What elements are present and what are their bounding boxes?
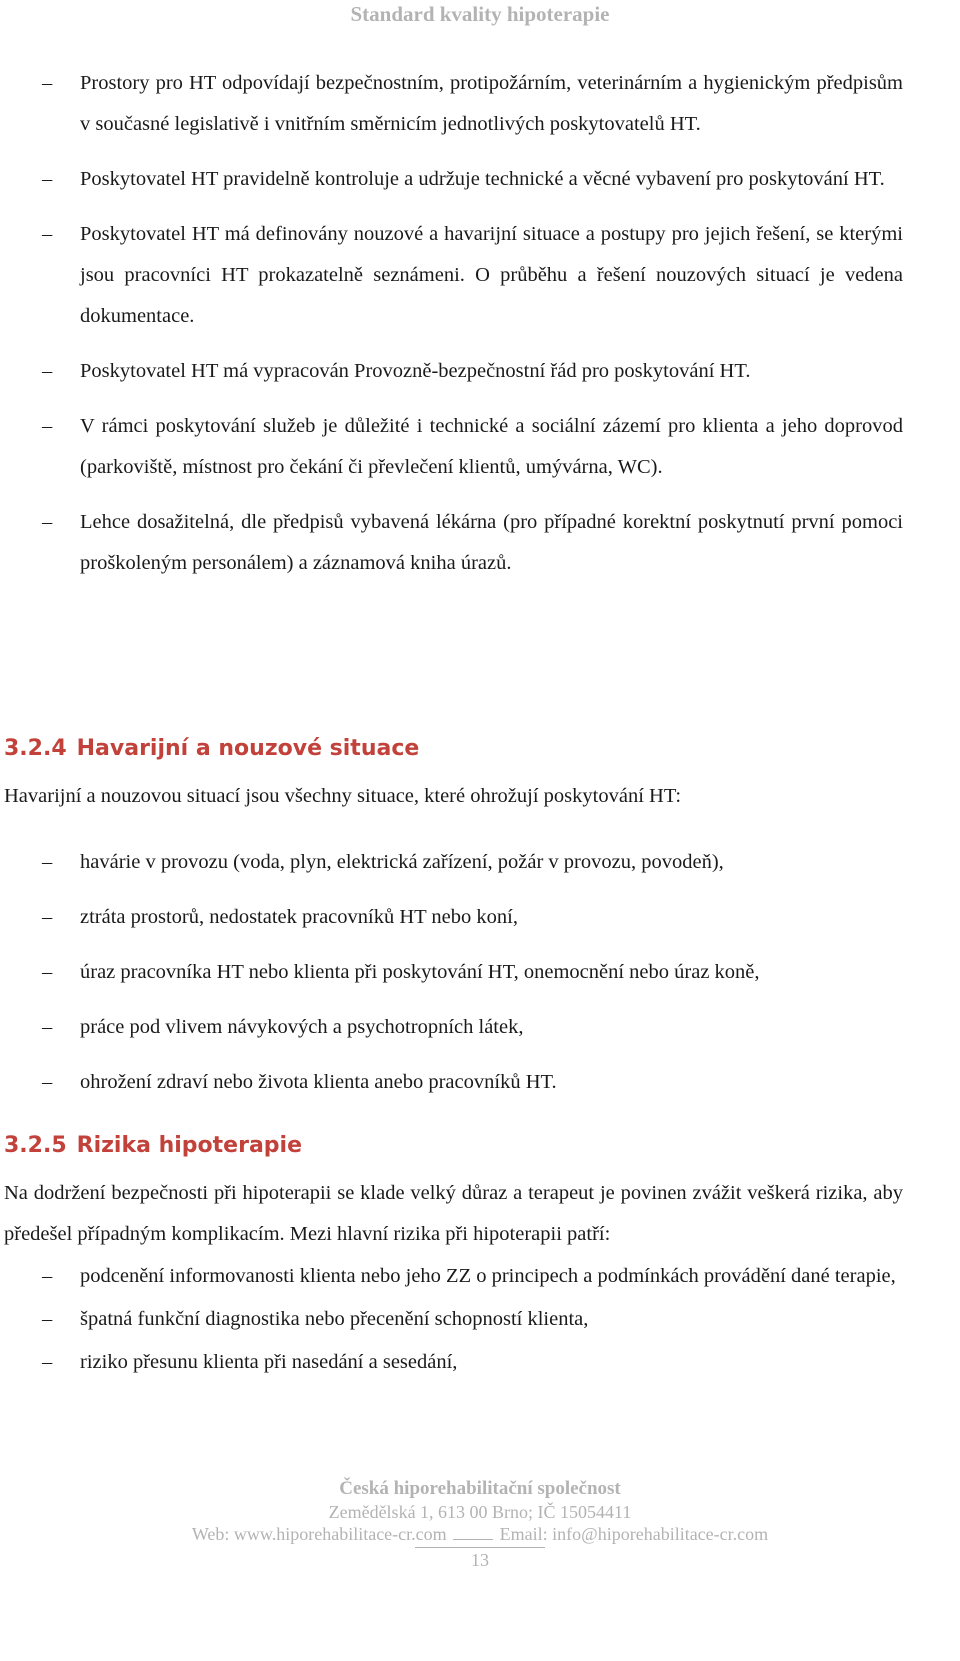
risk-list: [0, 1256, 960, 1383]
dash-bullet: –: [42, 223, 53, 245]
dash-bullet: –: [42, 1351, 53, 1373]
section-heading: 3.2.4 Havarijní a nouzové situace: [4, 736, 420, 761]
list-item: – havárie v provozu (voda, plyn, elektrická zařízení, požár v provozu, povodeň),: [0, 842, 960, 883]
dash-bullet: –: [42, 360, 53, 382]
dash-bullet: –: [42, 1308, 53, 1330]
emergency-list: [0, 842, 960, 1103]
footer-rule: [415, 1547, 545, 1548]
list-item: – úraz pracovníka HT nebo klienta při poskytování HT, onemocnění nebo úraz koně,: [0, 952, 960, 993]
dash-bullet: –: [42, 511, 53, 533]
list-item: – Lehce dosažitelná, dle předpisů vybavená lékárna (pro případné korektní poskytnutí první pomoci proškoleným personálem) a záznamová kniha úrazů.: [0, 502, 960, 584]
list-item: – ztráta prostorů, nedostatek pracovníků HT nebo koní,: [0, 897, 960, 938]
list-item: – riziko přesunu klienta při nasedání a sesedání,: [0, 1342, 960, 1383]
list-item: – ohrožení zdraví nebo života klienta anebo pracovníků HT.: [0, 1062, 960, 1103]
dash-bullet: –: [42, 961, 53, 983]
footer-address: Zemědělská 1, 613 00 Brno; IČ 15054411: [328, 1502, 632, 1522]
section-intro: Na dodržení bezpečnosti při hipoterapii se klade velký důraz a terapeut je povinen zvážit veškerá rizika, aby předešel případným komplikacím. Mezi hlavní rizika při hipoterapii patří:: [4, 1182, 903, 1245]
dash-bullet: –: [42, 168, 53, 190]
dash-bullet: –: [42, 72, 53, 94]
footer-separator: [453, 1539, 493, 1540]
list-item: – špatná funkční diagnostika nebo přecenění schopností klienta,: [0, 1299, 960, 1340]
dash-bullet: –: [42, 1016, 53, 1038]
footer-web: Web: www.hiporehabilitace-cr.com: [191, 1524, 447, 1544]
list-item: – Prostory pro HT odpovídají bezpečnostním, protipožárním, veterinárním a hygienickým předpisům v současné legislativě i vnitřním směrnicím jednotlivých poskytovatelů HT.: [0, 63, 960, 145]
dash-bullet: –: [42, 851, 53, 873]
footer-email: Email: info@hiporehabilitace-cr.com: [499, 1524, 769, 1544]
page-header: Standard kvality hipoterapie: [350, 2, 610, 26]
page-number: 13: [471, 1550, 489, 1570]
dash-bullet: –: [42, 1071, 53, 1093]
list-item: – V rámci poskytování služeb je důležité i technické a sociální zázemí pro klienta a jeho doprovod (parkoviště, místnost pro čekání či převlečení klientů, umývárna, WC).: [0, 406, 960, 488]
requirements-list: [0, 63, 960, 584]
section-intro: Havarijní a nouzovou situací jsou všechny situace, které ohrožují poskytování HT:: [4, 785, 682, 807]
footer-contacts: [0, 1524, 960, 1545]
list-item: – Poskytovatel HT pravidelně kontroluje a udržuje technické a věcné vybavení pro poskytování HT.: [0, 159, 960, 200]
footer-org: Česká hiporehabilitační společnost: [339, 1478, 621, 1499]
list-item: – práce pod vlivem návykových a psychotropních látek,: [0, 1007, 960, 1048]
list-item: – Poskytovatel HT má vypracován Provozně-bezpečnostní řád pro poskytování HT.: [0, 351, 960, 392]
dash-bullet: –: [42, 1265, 53, 1287]
dash-bullet: –: [42, 415, 53, 437]
list-item: – Poskytovatel HT má definovány nouzové a havarijní situace a postupy pro jejich řešení, se kterými jsou pracovníci HT prokazatelně seznámeni. O průběhu a řešení nouzových situací je vedena dokumentace.: [0, 214, 960, 337]
section-heading: 3.2.5 Rizika hipoterapie: [4, 1133, 303, 1158]
list-item: – podcenění informovanosti klienta nebo jeho ZZ o principech a podmínkách provádění dané terapie,: [0, 1256, 960, 1297]
dash-bullet: –: [42, 906, 53, 928]
